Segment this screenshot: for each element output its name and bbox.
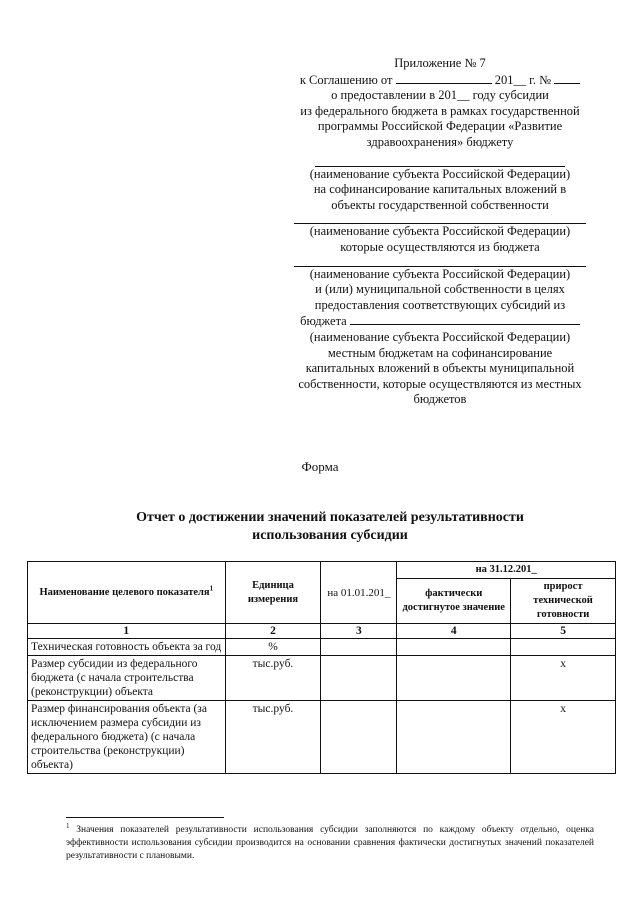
appendix-line: из федерального бюджета в рамках государственной [300,103,580,118]
report-title-line: использования субсидии [252,528,408,543]
report-title [70,509,590,545]
budget-word: бюджета [300,314,347,329]
column-number: 2 [225,624,321,639]
footnote-text: Значения показателей результативности использования субсидии заполняются по каждому объекту отдельно, оценка эффективности использования субсидии производится на основании сравнения фактически достигнутых значений показателей результативности с плановыми. [66,825,594,861]
growth-cell: x [511,701,616,774]
appendix-line: собственности, которые осуществляются из местных [298,376,582,391]
appendix-line: программы Российской Федерации «Развитие [317,119,563,134]
unit-cell: тыс.руб. [225,656,321,701]
budget-blank [350,313,580,325]
as-of-cell [321,639,397,656]
header-as-of: на 01.01.201_ [321,562,397,624]
appendix-header [290,56,590,408]
column-number: 5 [511,624,616,639]
indicator-name: Техническая готовность объекта за год [28,639,226,656]
footnote-ref: 1 [209,584,214,592]
indicator-name: Размер финансирования объекта (за исключением размера субсидии из федерального бюджета) (с начала строительства (реконструкции) объекта) [28,701,226,774]
appendix-title: Приложение № 7 [394,56,486,70]
as-of-cell [321,701,397,774]
growth-cell: x [511,656,616,701]
column-number: 1 [28,624,226,639]
growth-cell [511,639,616,656]
agreement-year: 201__ г. № [494,72,552,87]
appendix-line: здравоохранения» бюджету [366,134,514,149]
header-unit: Единица измерения [225,562,321,624]
footnote-mark: 1 [66,821,70,830]
actual-cell [397,656,511,701]
caption: (наименование субъекта Российской Федерации) [309,224,571,239]
agreement-prefix: к Соглашению от [299,72,393,87]
agreement-number-blank [554,72,580,84]
as-of-cell [321,656,397,701]
caption: (наименование субъекта Российской Федерации) [309,266,571,281]
footnote [66,821,594,863]
caption: (наименование субъекта Российской Федерации) [309,329,571,344]
appendix-line: на софинансирование капитальных вложений в [313,182,567,197]
unit-cell: тыс.руб. [225,701,321,774]
report-title-line: Отчет о достижении значений показателей результативности [136,510,524,525]
footnote-divider [66,817,224,818]
appendix-line: объекты государственной собственности [331,197,549,212]
table-row [28,656,616,701]
appendix-line: о предоставлении в 201__ году субсидии [331,88,549,103]
indicator-name: Размер субсидии из федерального бюджета (с начала строительства (реконструкции) объекта [28,656,226,701]
budget-line [290,313,590,330]
appendix-line: и (или) муниципальной собственности в целях [315,282,565,297]
appendix-line: местным бюджетам на софинансирование [327,345,553,360]
agreement-line [290,72,590,89]
header-period: на 31.12.201_ [397,562,616,579]
table-row [28,639,616,656]
header-growth: прирост технической готовности [511,579,616,624]
caption: (наименование субъекта Российской Федерации) [309,166,571,181]
appendix-line: капитальных вложений в объекты муниципальной [305,361,575,376]
column-number: 3 [321,624,397,639]
form-label: Форма [301,459,339,474]
actual-cell [397,701,511,774]
appendix-line: которые осуществляются из бюджета [340,239,540,254]
appendix-line: предоставления соответствующих субсидий из [314,297,566,312]
unit-cell: % [225,639,321,656]
header-actual: фактически достигнутое значение [397,579,511,624]
appendix-line: бюджетов [413,392,467,407]
report-table [27,561,616,774]
column-number: 4 [397,624,511,639]
agreement-date-blank [396,72,492,84]
actual-cell [397,639,511,656]
column-numbers-row [28,624,616,639]
table-row [28,701,616,774]
header-indicator: Наименование целевого показателя$^1$ [28,562,226,624]
